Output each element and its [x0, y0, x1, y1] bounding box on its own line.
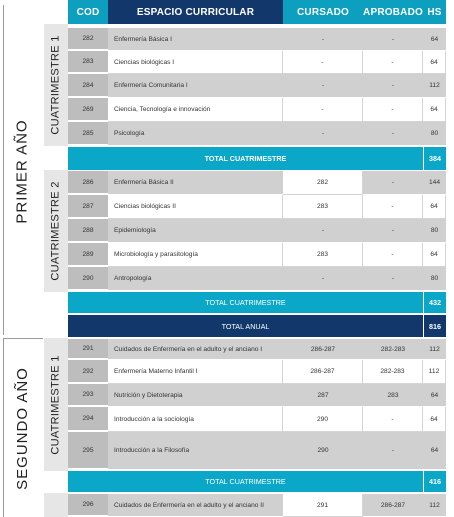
cod-cell: 292 — [68, 360, 108, 384]
cuatrimestre-label-y2c1: CUATRIMESTRE 1 — [44, 338, 68, 471]
cod-cell: 283 — [68, 51, 108, 74]
total-cuatrimestre-label: TOTAL CUATRIMESTRE — [68, 292, 423, 313]
hs-cell: 80 — [423, 267, 446, 291]
cursado-cell: - — [283, 98, 363, 122]
hs-cell: 64 — [423, 28, 446, 51]
header-aprobado: APROBADO — [363, 0, 423, 24]
subject-cell: Cuidados de Enfermería en el adulto y el anciano I — [108, 339, 283, 360]
cod-cell: 282 — [68, 28, 108, 51]
cursado-cell: 287 — [283, 384, 363, 407]
aprobado-cell: - — [363, 122, 423, 146]
hs-cell: 112 — [423, 74, 446, 98]
aprobado-cell: 282-283 — [363, 360, 423, 384]
cursado-cell: 290 — [283, 407, 363, 432]
subject-cell: Enfermería Básica II — [108, 171, 283, 195]
cod-cell: 295 — [68, 432, 108, 470]
hs-cell: 80 — [423, 219, 446, 243]
cursado-cell: 283 — [283, 243, 363, 267]
header-cursado: CURSADO — [283, 0, 363, 24]
aprobado-cell: - — [363, 28, 423, 51]
aprobado-cell: - — [363, 267, 423, 291]
aprobado-cell: - — [363, 219, 423, 243]
cursado-cell: - — [283, 28, 363, 51]
cod-cell: 288 — [68, 219, 108, 243]
hs-cell: 112 — [423, 494, 446, 517]
hs-cell: 64 — [423, 384, 446, 407]
aprobado-cell: 282-283 — [363, 339, 423, 360]
cuatrimestre-label-y1c1: CUATRIMESTRE 1 — [44, 24, 68, 146]
total-cuatrimestre-label: TOTAL CUATRIMESTRE — [68, 471, 423, 492]
aprobado-cell: - — [363, 51, 423, 74]
aprobado-cell: - — [363, 243, 423, 267]
cursado-cell: - — [283, 74, 363, 98]
hs-cell: 64 — [423, 51, 446, 74]
cod-cell: 287 — [68, 195, 108, 219]
header-espacio-curricular: ESPACIO CURRICULAR — [108, 0, 283, 24]
hs-cell: 64 — [423, 195, 446, 219]
aprobado-cell: - — [363, 74, 423, 98]
cod-cell: 289 — [68, 243, 108, 267]
cuatrimestre-label-y2c2 — [44, 493, 68, 517]
hs-cell: 112 — [423, 339, 446, 360]
subject-cell: Ciencias biológicas II — [108, 195, 283, 219]
aprobado-cell: - — [363, 432, 423, 470]
subject-cell: Antropología — [108, 267, 283, 291]
cod-cell: 290 — [68, 267, 108, 291]
subject-cell: Ciencias biológicas I — [108, 51, 283, 74]
cod-cell: 284 — [68, 74, 108, 98]
total-anual-label: TOTAL ANUAL — [68, 315, 423, 337]
cuatrimestre-label-y1c2: CUATRIMESTRE 2 — [44, 170, 68, 292]
cursado-cell: 282 — [283, 171, 363, 195]
cod-cell: 294 — [68, 407, 108, 432]
hs-cell: 64 — [423, 432, 446, 470]
aprobado-cell: - — [363, 195, 423, 219]
hs-cell: 64 — [423, 407, 446, 432]
cursado-cell: - — [283, 51, 363, 74]
hs-cell: 64 — [423, 243, 446, 267]
subject-cell: Epidemiología — [108, 219, 283, 243]
aprobado-cell: 283 — [363, 384, 423, 407]
cod-cell: 285 — [68, 122, 108, 146]
cod-cell: 291 — [68, 339, 108, 360]
subject-cell: Enfermería Básica I — [108, 28, 283, 51]
cursado-cell: 283 — [283, 195, 363, 219]
total-cuatrimestre-label: TOTAL CUATRIMESTRE — [68, 147, 423, 170]
subject-cell: Nutrición y Dietoterapia — [108, 384, 283, 407]
cursado-cell: - — [283, 267, 363, 291]
cursado-cell: - — [283, 219, 363, 243]
hs-cell: 144 — [423, 171, 446, 195]
cod-cell: 286 — [68, 171, 108, 195]
cursado-cell: 291 — [283, 494, 363, 517]
aprobado-cell: - — [363, 407, 423, 432]
aprobado-cell: - — [363, 171, 423, 195]
header-hs: HS — [423, 0, 446, 24]
subject-cell: Introducción a la sociología — [108, 407, 283, 432]
cursado-cell: 286-287 — [283, 360, 363, 384]
total-cuatrimestre-hs: 384 — [424, 147, 446, 170]
total-anual-hs: 816 — [424, 315, 446, 337]
subject-cell: Cuidados de Enfermería en el adulto y el anciano II — [108, 494, 283, 517]
year-label-first: PRIMER AÑO — [13, 118, 31, 224]
aprobado-cell: 286-287 — [363, 494, 423, 517]
subject-cell: Psicología — [108, 122, 283, 146]
hs-cell: 112 — [423, 360, 446, 384]
subject-cell: Enfermería Materno Infantil I — [108, 360, 283, 384]
cursado-cell: - — [283, 122, 363, 146]
cod-cell: 296 — [68, 494, 108, 517]
subject-cell: Ciencia, Tecnología e innovación — [108, 98, 283, 122]
subject-cell: Introducción a la Filosofía — [108, 432, 283, 470]
year-divider-mid — [3, 338, 43, 339]
year-label-second: SEGUNDO AÑO — [13, 367, 31, 490]
header-cod: COD — [68, 0, 108, 24]
subject-cell: Enfermería Comunitaria I — [108, 74, 283, 98]
cod-cell: 293 — [68, 384, 108, 407]
subject-cell: Microbiología y parasitología — [108, 243, 283, 267]
hs-cell: 64 — [423, 98, 446, 122]
cursado-cell: 290 — [283, 432, 363, 470]
total-cuatrimestre-hs: 432 — [424, 292, 446, 313]
total-cuatrimestre-hs: 416 — [424, 471, 446, 492]
hs-cell: 80 — [423, 122, 446, 146]
aprobado-cell: - — [363, 98, 423, 122]
cod-cell: 269 — [68, 98, 108, 122]
cursado-cell: 286-287 — [283, 339, 363, 360]
